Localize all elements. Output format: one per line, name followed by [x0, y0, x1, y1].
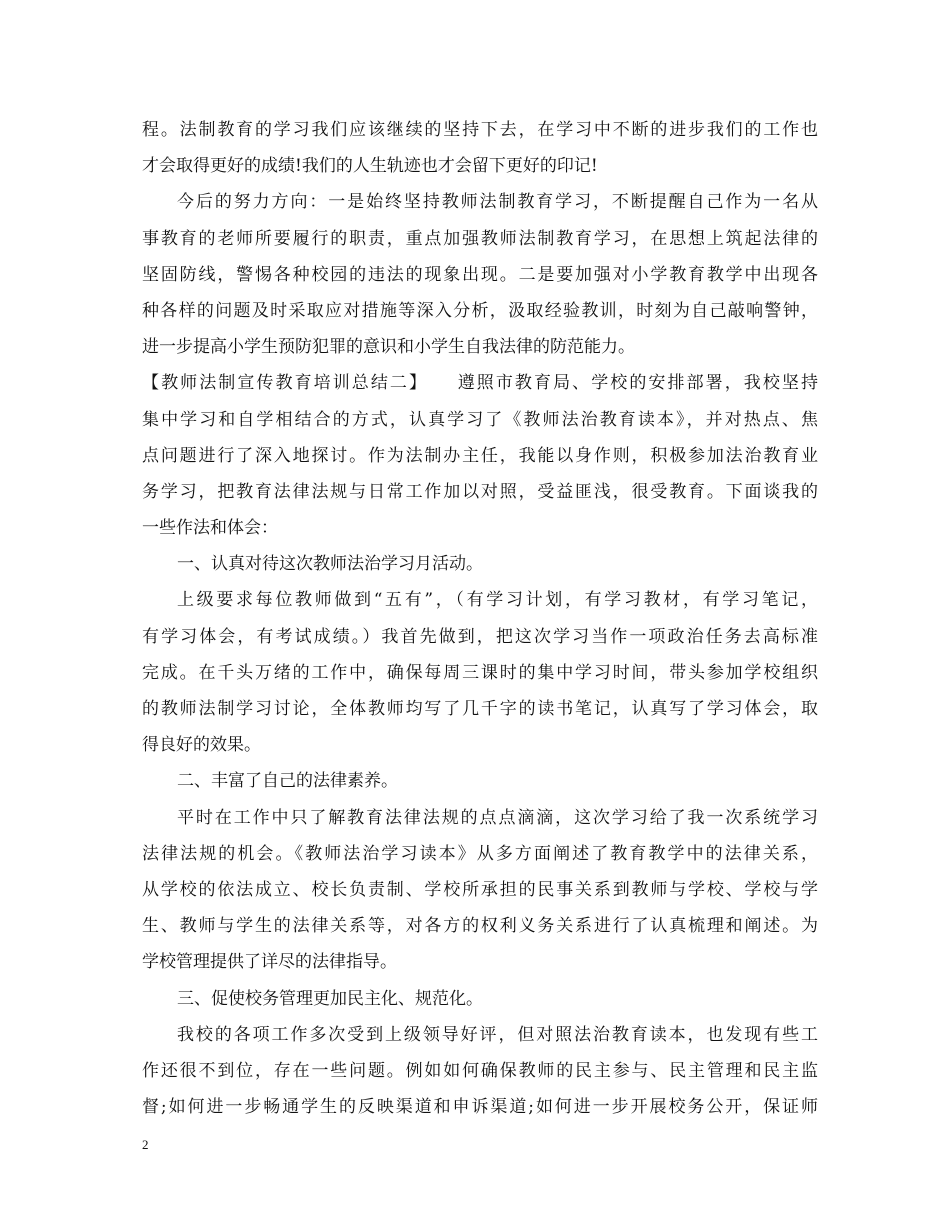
text-line: 得良好的效果。 — [142, 735, 261, 756]
text-line: 集中学习和自学相结合的方式，认真学习了《教师法治教育读本》，并对热点、焦 — [142, 409, 818, 430]
text-line: 种各样的问题及时采取应对措施等深入分析，汲取经验教训，时刻为自己敲响警钟， — [142, 300, 818, 321]
text-line: 法律法规的机会。《教师法治学习读本》从多方面阐述了教育教学中的法律关系， — [142, 843, 818, 864]
text-line: 完成。在千头万绪的工作中，确保每周三课时的集中学习时间，带头参加学校组织 — [142, 662, 818, 683]
section-heading-line: 【教师法制宣传教育培训总结二】 遵照市教育局、学校的安排部署，我校坚持 — [142, 373, 818, 394]
text-line: 从学校的依法成立、校长负责制、学校所承担的民事关系到教师与学校、学校与学 — [142, 879, 818, 900]
text-line: 作还很不到位，存在一些问题。例如如何确保教师的民主参与、民主管理和民主监 — [142, 1060, 818, 1081]
text-line: 学校管理提供了详尽的法律指导。 — [142, 952, 397, 973]
subheading-line: 三、促使校务管理更加民主化、规范化。 — [177, 988, 483, 1009]
text-line: 坚固防线，警惕各种校园的违法的现象出现。二是要加强对小学教育教学中出现各 — [142, 264, 818, 285]
text-line: 进一步提高小学生预防犯罪的意识和小学生自我法律的防范能力。 — [142, 337, 635, 358]
text-line: 有学习体会，有考试成绩。）我首先做到，把这次学习当作一项政治任务去高标准 — [142, 626, 818, 647]
paragraph-first-line: 上级要求每位教师做到“五有”，（有学习计划，有学习教材，有学习笔记， — [177, 590, 818, 611]
subheading-line: 二、丰富了自己的法律素养。 — [177, 771, 398, 792]
paragraph-first-line: 平时在工作中只了解教育法律法规的点点滴滴，这次学习给了我一次系统学习 — [177, 807, 818, 828]
paragraph-first-line: 今后的努力方向：一是始终坚持教师法制教育学习，不断提醒自己作为一名从 — [177, 192, 818, 213]
text-line: 程。法制教育的学习我们应该继续的坚持下去，在学习中不断的进步我们的工作也 — [142, 120, 818, 140]
page-number: 2 — [142, 1137, 149, 1152]
subheading-line: 一、认真对待这次教师法治学习月活动。 — [177, 554, 483, 575]
text-line: 的教师法制学习讨论，全体教师均写了几千字的读书笔记，认真写了学习体会，取 — [142, 699, 818, 719]
text-line: 生、教师与学生的法律关系等，对各方的权利义务关系进行了认真梳理和阐述。为 — [142, 916, 818, 937]
text-line: 点问题进行了深入地探讨。作为法制办主任，我能以身作则，积极参加法治教育业 — [142, 445, 818, 466]
text-line: 督;如何进一步畅通学生的反映渠道和申诉渠道;如何进一步开展校务公开，保证师 — [142, 1097, 818, 1118]
paragraph-first-line: 我校的各项工作多次受到上级领导好评，但对照法治教育读本，也发现有些工 — [177, 1024, 818, 1045]
text-line: 事教育的老师所要履行的职责，重点加强教师法制教育学习，在思想上筑起法律的 — [142, 228, 818, 249]
text-line: 一些作法和体会： — [142, 518, 278, 539]
document-body — [142, 112, 818, 1125]
text-line: 务学习，把教育法律法规与日常工作加以对照，受益匪浅，很受教育。下面谈我的 — [142, 481, 818, 502]
text-line: 才会取得更好的成绩!我们的人生轨迹也才会留下更好的印记! — [142, 156, 598, 177]
